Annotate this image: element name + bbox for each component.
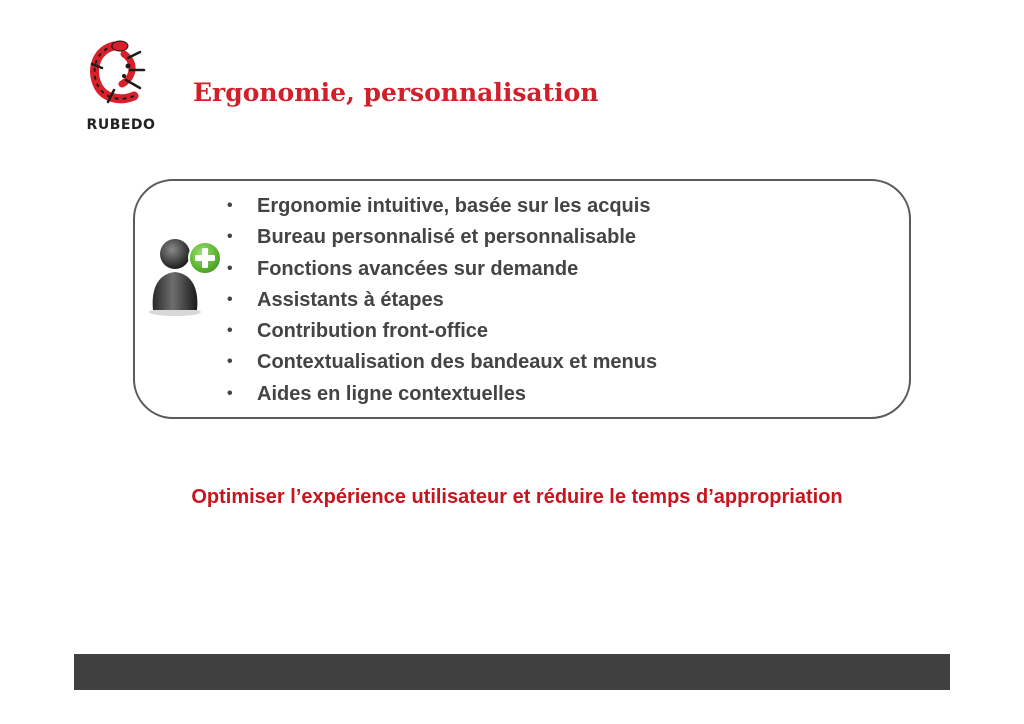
- list-item-text: Contribution front-office: [257, 320, 489, 343]
- bullet-marker: •: [227, 290, 233, 308]
- list-item-text: Aides en ligne contextuelles: [257, 382, 526, 405]
- page-title: Ergonomie, personnalisation: [193, 78, 599, 107]
- list-item-text: Assistants à étapes: [257, 288, 444, 311]
- list-item: [224, 256, 657, 287]
- logo-text: RUBEDO: [86, 117, 156, 133]
- list-item-text: Ergonomie intuitive, basée sur les acquis: [257, 195, 651, 217]
- user-add-icon: [147, 232, 227, 318]
- feature-list: [224, 193, 657, 412]
- list-item-text: Fonctions avancées sur demande: [257, 257, 579, 280]
- list-item-text: Bureau personnalisé et personnalisable: [257, 226, 637, 249]
- salamander-logo-icon: [84, 40, 158, 116]
- bullet-marker: •: [227, 322, 233, 340]
- footer-bar: [74, 654, 950, 690]
- list-item: [224, 381, 657, 412]
- list-item: [224, 287, 657, 318]
- list-item: [224, 224, 657, 255]
- company-logo: [76, 40, 166, 140]
- bullet-marker: •: [227, 197, 233, 214]
- bullet-marker: •: [227, 353, 233, 371]
- list-item-text: Contextualisation des bandeaux et menus: [257, 351, 658, 374]
- list-item: [224, 349, 657, 380]
- bullet-marker: •: [227, 384, 233, 402]
- bullet-marker: •: [227, 259, 233, 277]
- tagline: Optimiser l’expérience utilisateur et réduire le temps d’appropriation: [191, 486, 843, 508]
- list-item: [224, 318, 657, 349]
- bullet-marker: •: [227, 228, 233, 246]
- list-item: [224, 193, 657, 224]
